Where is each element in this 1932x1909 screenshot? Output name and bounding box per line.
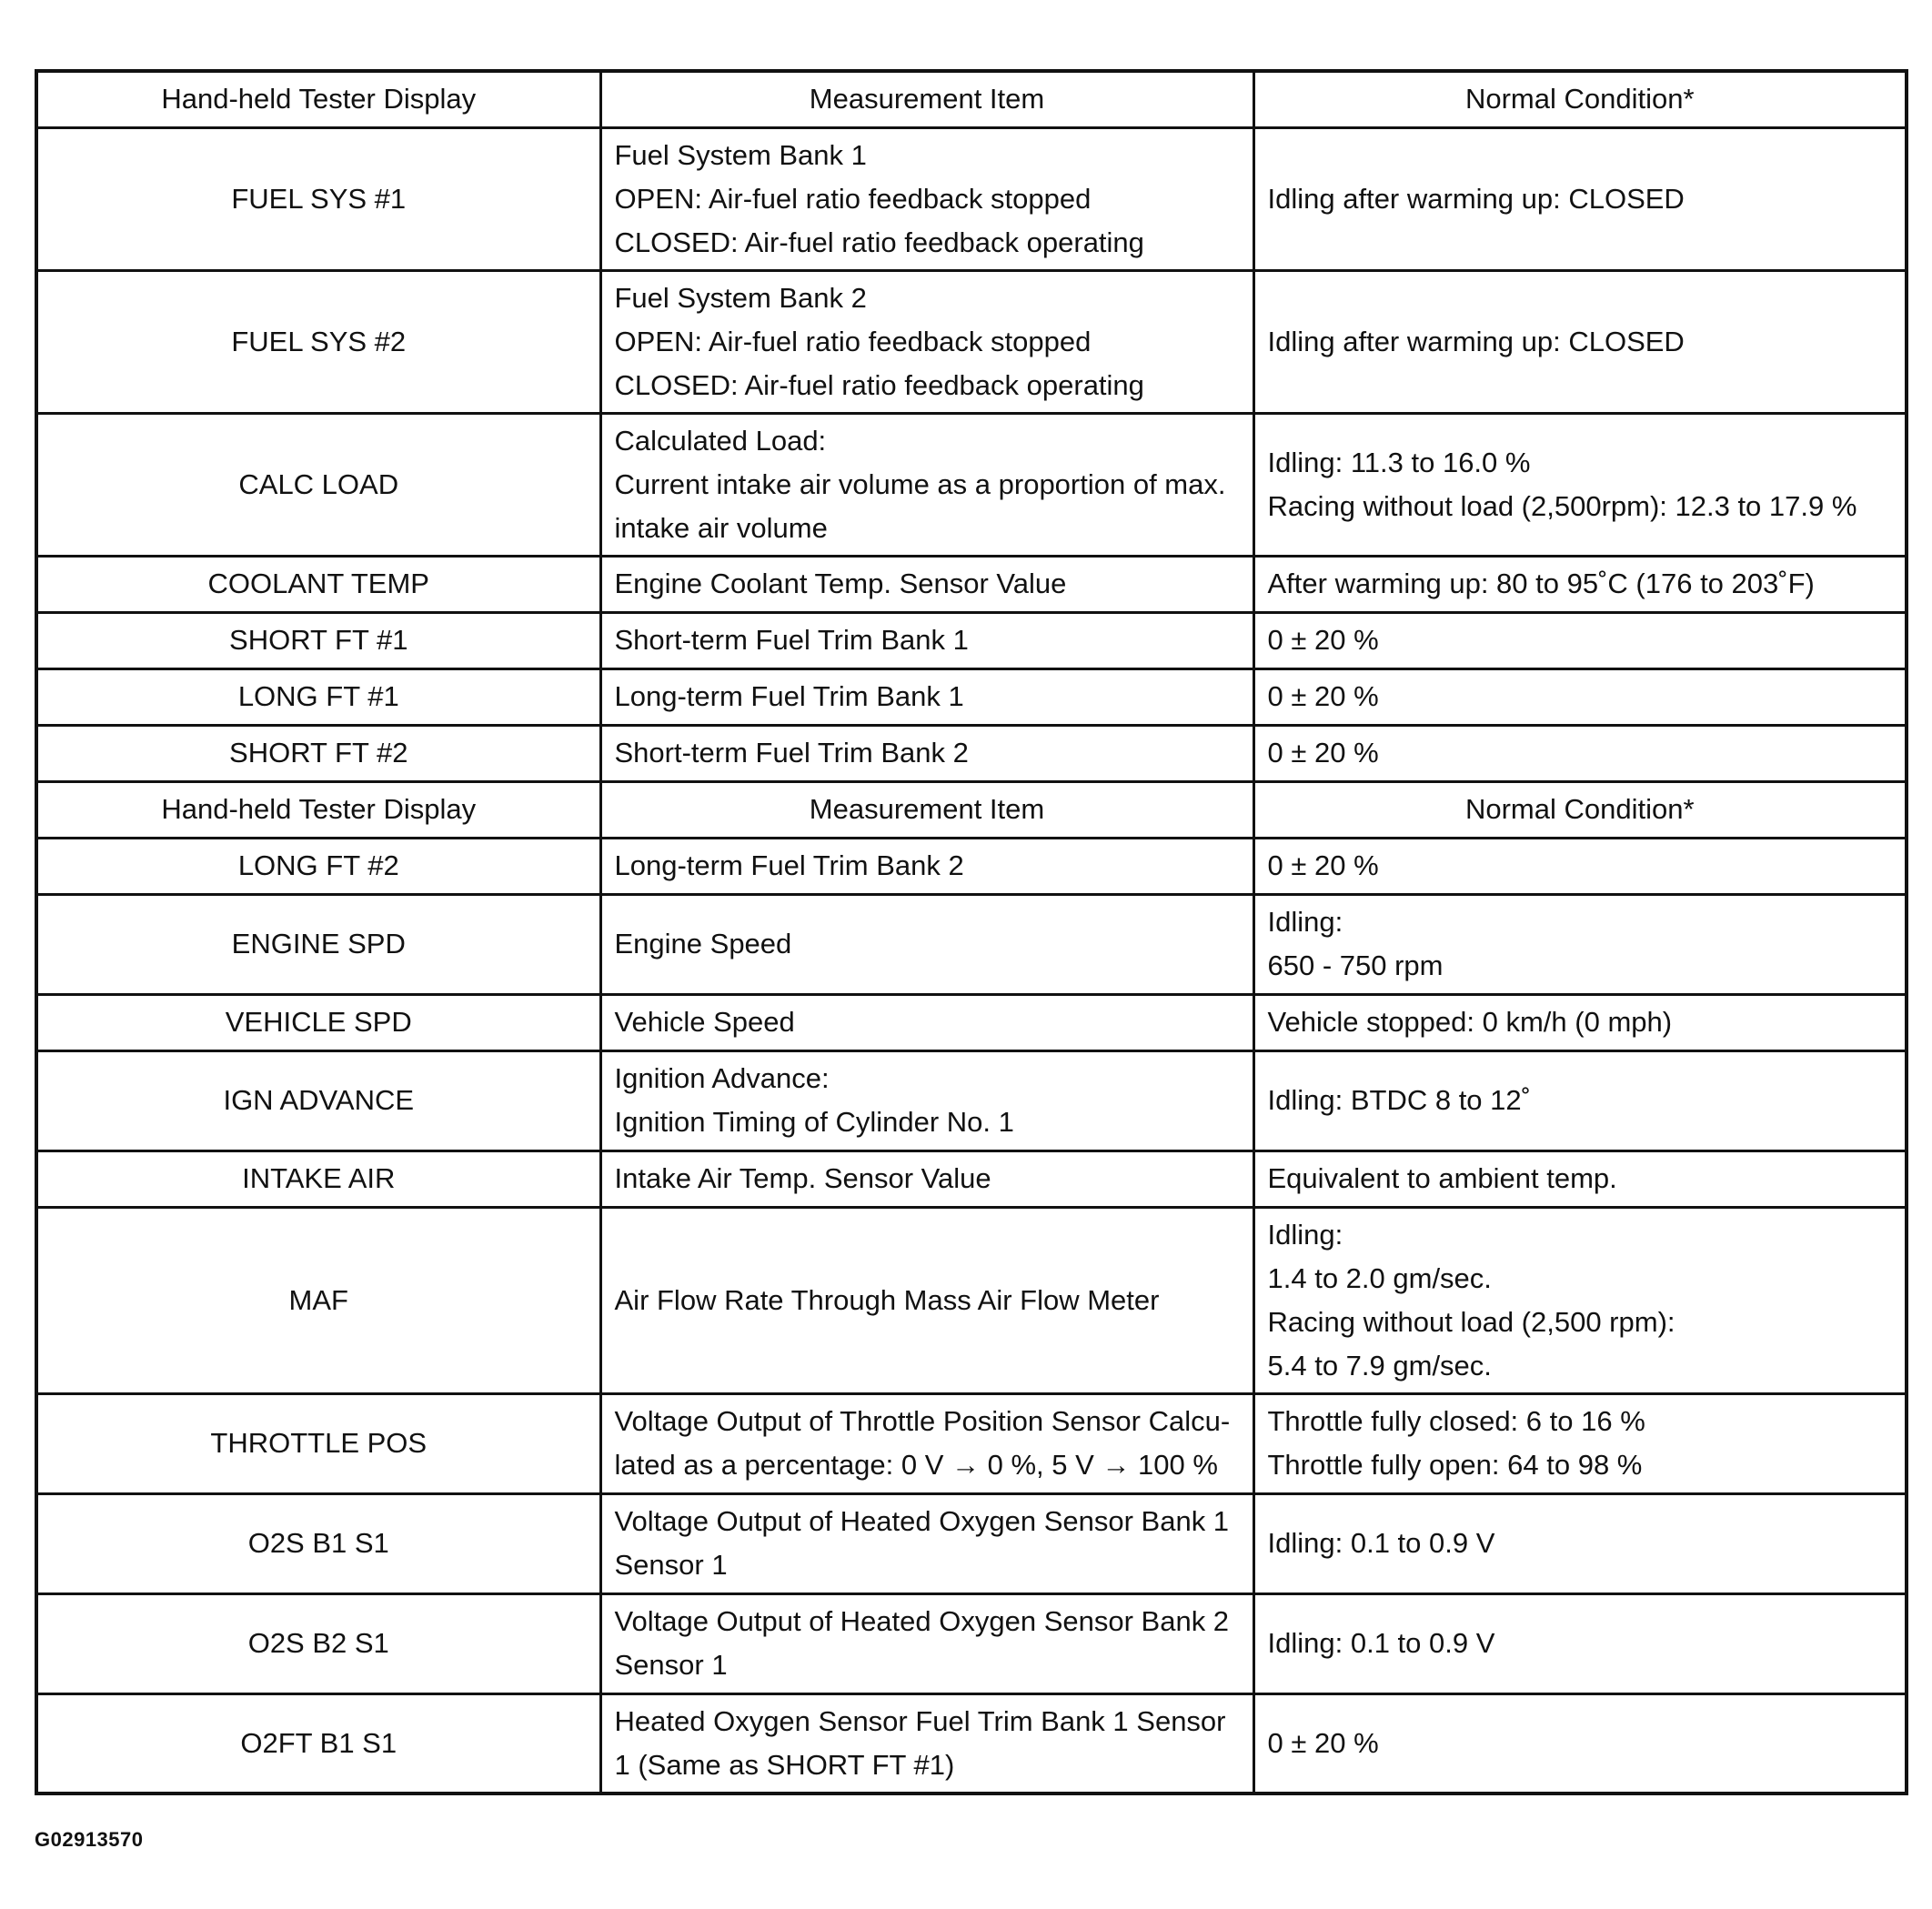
header-row-2 [36,781,1907,838]
measurement-item-line: Fuel System Bank 2 [614,281,867,314]
normal-condition-line: Throttle fully open: 64 to 98 % [1267,1449,1643,1481]
normal-condition-cell [1253,1150,1907,1207]
normal-condition-cell [1253,612,1907,668]
measurement-item-cell [600,1050,1253,1150]
measurement-item-line: Long-term Fuel Trim Bank 2 [614,849,964,881]
measurement-item-cell [600,1393,1253,1493]
measurement-item-line: Voltage Output of Throttle Position Sensor Calcu- [614,1405,1231,1437]
table-row [36,612,1907,668]
measurement-item-line: lated as a percentage: 0 V → 0 %, 5 V → 100 % [614,1449,1218,1481]
tester-display-cell: THROTTLE POS [36,1393,600,1493]
measurement-item-cell [600,1150,1253,1207]
measurement-item-line: Engine Speed [614,928,792,960]
measurement-item-cell [600,612,1253,668]
normal-condition-cell [1253,270,1907,413]
table-row [36,668,1907,725]
tester-display-cell: SHORT FT #1 [36,612,600,668]
measurement-item-line: CLOSED: Air-fuel ratio feedback operating [614,368,1144,401]
table-row [36,1593,1907,1693]
measurement-item-line: Voltage Output of Heated Oxygen Sensor Bank 2 [614,1605,1230,1637]
normal-condition-line: 0 ± 20 % [1267,737,1379,769]
tester-display-cell: COOLANT TEMP [36,556,600,612]
normal-condition-line: Racing without load (2,500 rpm): [1267,1305,1675,1338]
table-row [36,894,1907,994]
measurement-item-line: Voltage Output of Heated Oxygen Sensor Bank 1 [614,1505,1230,1537]
normal-condition-line: 650 - 750 rpm [1267,949,1444,981]
normal-condition-line: 0 ± 20 % [1267,680,1379,712]
normal-condition-cell [1253,838,1907,894]
measurement-item-line: Ignition Advance: [614,1062,830,1094]
measurement-item-line: CLOSED: Air-fuel ratio feedback operating [614,226,1144,258]
normal-condition-line: 5.4 to 7.9 gm/sec. [1267,1349,1492,1382]
tester-display-cell: FUEL SYS #2 [36,270,600,413]
normal-condition-cell [1253,1207,1907,1393]
measurement-item-line: Short-term Fuel Trim Bank 1 [614,624,969,656]
measurement-item-line: Long-term Fuel Trim Bank 1 [614,680,964,712]
tester-display-cell: O2S B1 S1 [36,1493,600,1593]
normal-condition-cell [1253,1393,1907,1493]
measurement-item-line: 1 (Same as SHORT FT #1) [614,1748,955,1781]
table-row [36,556,1907,612]
measurement-item-line: Vehicle Speed [614,1006,795,1038]
data-list-table [35,69,1908,1795]
measurement-item-cell [600,725,1253,781]
measurement-item-line: Intake Air Temp. Sensor Value [614,1162,991,1194]
normal-condition-cell [1253,127,1907,270]
measurement-item-line: intake air volume [614,511,828,544]
measurement-item-line: Ignition Timing of Cylinder No. 1 [614,1106,1014,1138]
tester-display-cell: O2FT B1 S1 [36,1693,600,1793]
column-header: Hand-held Tester Display [36,71,600,127]
normal-condition-line: Idling: 11.3 to 16.0 % [1267,446,1531,478]
tester-display-cell: O2S B2 S1 [36,1593,600,1693]
tester-display-cell: CALC LOAD [36,413,600,556]
measurement-item-line: Air Flow Rate Through Mass Air Flow Meter [614,1283,1160,1316]
column-header: Measurement Item [600,781,1253,838]
tester-display-cell: LONG FT #2 [36,838,600,894]
header-row-1 [36,71,1907,127]
normal-condition-line: Idling: [1267,1218,1343,1251]
normal-condition-line: After warming up: 80 to 95˚C (176 to 203˚F) [1267,568,1815,599]
measurement-item-cell [600,668,1253,725]
measurement-item-line: Sensor 1 [614,1649,728,1681]
column-header: Normal Condition* [1253,71,1907,127]
measurement-item-cell [600,556,1253,612]
table-row [36,270,1907,413]
normal-condition-line: 0 ± 20 % [1267,624,1379,656]
measurement-item-line: Sensor 1 [614,1549,728,1581]
normal-condition-line: Vehicle stopped: 0 km/h (0 mph) [1267,1006,1673,1038]
normal-condition-line: Equivalent to ambient temp. [1267,1162,1617,1194]
normal-condition-cell [1253,894,1907,994]
table-body [36,71,1907,1793]
normal-condition-line: 1.4 to 2.0 gm/sec. [1267,1261,1492,1294]
normal-condition-line: Idling after warming up: CLOSED [1267,325,1685,357]
normal-condition-line: 0 ± 20 % [1267,849,1379,881]
measurement-item-line: OPEN: Air-fuel ratio feedback stopped [614,325,1092,357]
tester-display-cell: FUEL SYS #1 [36,127,600,270]
measurement-item-cell [600,894,1253,994]
table-row [36,1050,1907,1150]
table-row [36,994,1907,1050]
normal-condition-line: Idling: 0.1 to 0.9 V [1267,1627,1495,1659]
tester-display-cell: LONG FT #1 [36,668,600,725]
tester-display-cell: MAF [36,1207,600,1393]
table-row [36,413,1907,556]
normal-condition-cell [1253,1593,1907,1693]
data-list-sheet [35,69,1905,1795]
tester-display-cell: SHORT FT #2 [36,725,600,781]
normal-condition-cell [1253,1050,1907,1150]
measurement-item-cell [600,270,1253,413]
measurement-item-line: Calculated Load: [614,424,827,457]
measurement-item-cell [600,1207,1253,1393]
table-row [36,725,1907,781]
normal-condition-cell [1253,413,1907,556]
measurement-item-line: OPEN: Air-fuel ratio feedback stopped [614,182,1092,215]
table-row [36,1693,1907,1793]
tester-display-cell: INTAKE AIR [36,1150,600,1207]
measurement-item-cell [600,127,1253,270]
normal-condition-cell [1253,668,1907,725]
measurement-item-line: Current intake air volume as a proportion of max. [614,467,1226,500]
column-header: Hand-held Tester Display [36,781,600,838]
measurement-item-line: Engine Coolant Temp. Sensor Value [614,568,1067,599]
column-header: Measurement Item [600,71,1253,127]
normal-condition-line: Idling: BTDC 8 to 12˚ [1267,1084,1531,1116]
normal-condition-cell [1253,1493,1907,1593]
measurement-item-line: Heated Oxygen Sensor Fuel Trim Bank 1 Sensor [614,1704,1226,1737]
figure-code: G02913570 [35,1828,144,1851]
measurement-item-cell [600,413,1253,556]
normal-condition-line: Idling after warming up: CLOSED [1267,182,1685,215]
normal-condition-cell [1253,994,1907,1050]
measurement-item-line: Short-term Fuel Trim Bank 2 [614,737,969,769]
measurement-item-cell [600,994,1253,1050]
tester-display-cell: IGN ADVANCE [36,1050,600,1150]
normal-condition-line: Idling: 0.1 to 0.9 V [1267,1527,1495,1559]
normal-condition-line: Throttle fully closed: 6 to 16 % [1267,1405,1645,1437]
table-row [36,127,1907,270]
normal-condition-cell [1253,1693,1907,1793]
tester-display-cell: ENGINE SPD [36,894,600,994]
normal-condition-cell [1253,556,1907,612]
normal-condition-line: Racing without load (2,500rpm): 12.3 to 17.9 % [1267,489,1857,522]
measurement-item-cell [600,1493,1253,1593]
column-header: Normal Condition* [1253,781,1907,838]
tester-display-cell: VEHICLE SPD [36,994,600,1050]
measurement-item-line: Fuel System Bank 1 [614,138,867,171]
measurement-item-cell [600,1593,1253,1693]
table-row [36,1493,1907,1593]
table-row [36,1150,1907,1207]
table-row [36,1207,1907,1393]
measurement-item-cell [600,838,1253,894]
normal-condition-line: 0 ± 20 % [1267,1726,1379,1759]
normal-condition-line: Idling: [1267,906,1343,938]
table-row [36,838,1907,894]
measurement-item-cell [600,1693,1253,1793]
table-row [36,1393,1907,1493]
normal-condition-cell [1253,725,1907,781]
